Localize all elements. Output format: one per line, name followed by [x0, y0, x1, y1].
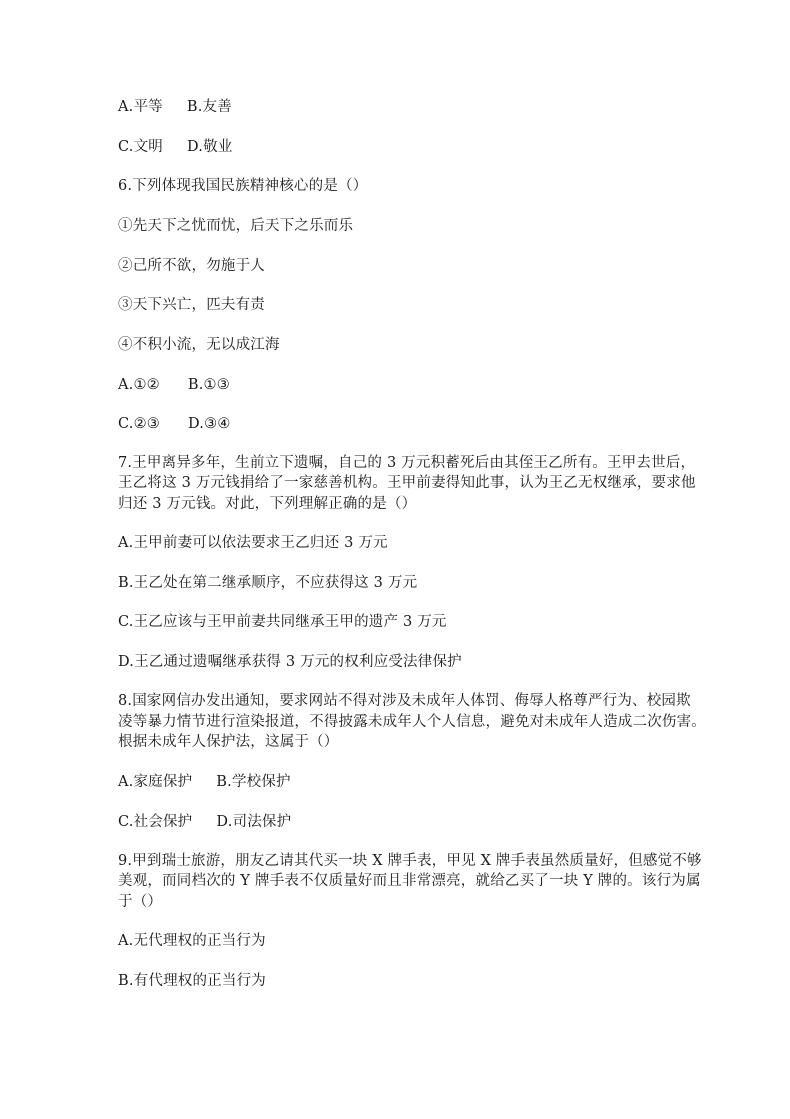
answer-option: C.王乙应该与王甲前妻共同继承王甲的遗产 3 万元	[118, 614, 447, 630]
options-row	[118, 375, 230, 395]
question-8-line: 根据未成年人保护法，这属于（）	[118, 734, 339, 750]
question-7-line: 王乙将这 3 万元钱捐给了一家慈善机构。王甲前妻得知此事，认为王乙无权继承，要求他	[118, 475, 696, 491]
options-row	[118, 414, 231, 434]
question-8-line: 8.国家网信办发出通知，要求网站不得对涉及未成年人体罚、侮辱人格尊严行为、校园欺	[118, 693, 691, 709]
question-6: 6.下列体现我国民族精神核心的是（）	[118, 178, 368, 194]
option: D.敬业	[187, 139, 233, 155]
answer-option: A.无代理权的正当行为	[118, 933, 266, 949]
statement-4: ④不积小流，无以成江海	[118, 337, 280, 353]
answer-option: B.王乙处在第二继承顺序，不应获得这 3 万元	[118, 575, 418, 591]
option: B.①③	[187, 377, 230, 393]
question-8-line: 凌等暴力情节进行渲染报道，不得披露未成年人个人信息，避免对未成年人造成二次伤害。	[118, 714, 706, 730]
option: C.社会保护	[118, 814, 193, 830]
question-9-line: 于（）	[118, 894, 163, 910]
option: D.③④	[188, 416, 231, 432]
statement-1: ①先天下之忧而忧，后天下之乐而乐	[118, 218, 354, 234]
option: A.家庭保护	[118, 774, 193, 790]
options-row	[118, 137, 233, 157]
answer-option: D.王乙通过遗嘱继承获得 3 万元的权利应受法律保护	[118, 654, 462, 670]
question-7-line: 归还 3 万元钱。对此，下列理解正确的是（）	[118, 496, 417, 512]
option: D.司法保护	[216, 814, 292, 830]
question-9-line: 9.甲到瑞士旅游，朋友乙请其代买一块 X 牌手表，甲见 X 牌手表虽然质量好，但感觉不够	[118, 853, 702, 869]
options-row	[118, 772, 291, 792]
options-row	[118, 812, 291, 832]
statement-3: ③天下兴亡，匹夫有责	[118, 297, 265, 313]
question-7-line: 7.王甲离异多年，生前立下遗嘱，自己的 3 万元积蓄死后由其侄王乙所有。王甲去世后，	[118, 455, 696, 471]
options-row	[118, 97, 232, 117]
answer-option: B.有代理权的正当行为	[118, 973, 266, 989]
question-9-line: 美观，而同档次的 Y 牌手表不仅质量好而且非常漂亮，就给乙买了一块 Y 牌的。该行为属	[118, 873, 701, 889]
option: C.②③	[118, 416, 160, 432]
answer-option: A.王甲前妻可以依法要求王乙归还 3 万元	[118, 535, 388, 551]
option: A.①②	[118, 377, 160, 393]
option: B.友善	[186, 99, 232, 115]
statement-2: ②己所不欲，勿施于人	[118, 258, 265, 274]
option: B.学校保护	[216, 774, 291, 790]
option: C.文明	[118, 139, 163, 155]
option: A.平等	[118, 99, 163, 115]
